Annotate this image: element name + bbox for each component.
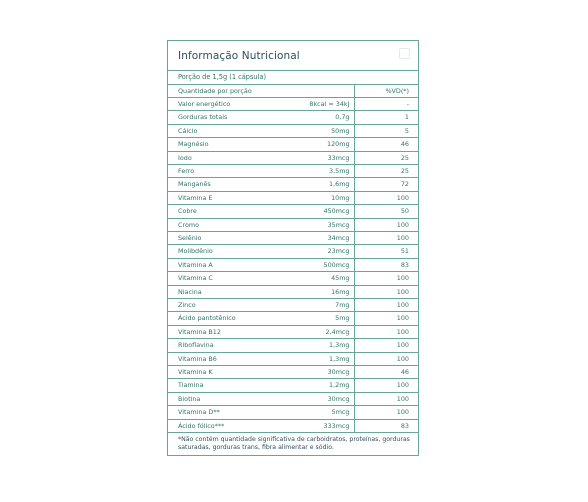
nutrition-table (168, 85, 418, 434)
nutrient-name: Cromo (168, 218, 261, 231)
table-row (168, 325, 418, 338)
nutrient-name: Vitamina E (168, 191, 261, 204)
table-row (168, 231, 418, 244)
nutrient-amount: 1,6mg (261, 178, 354, 191)
nutrient-vd: 100 (354, 285, 418, 298)
nutrient-name: Vitamina D** (168, 406, 261, 419)
nutrient-name: Zinco (168, 299, 261, 312)
nutrient-name: Riboflavina (168, 339, 261, 352)
nutrient-amount: 1,3mg (261, 352, 354, 365)
nutrient-vd: 100 (354, 392, 418, 405)
nutrient-name: Niacina (168, 285, 261, 298)
table-row (168, 272, 418, 285)
nutrient-amount: 10mg (261, 191, 354, 204)
nutrition-facts-card (167, 40, 419, 456)
nutrient-name: Vitamina K (168, 366, 261, 379)
nutrient-vd: 83 (354, 419, 418, 432)
vd-header: %VD(*) (354, 85, 418, 98)
nutrient-vd: 46 (354, 138, 418, 151)
nutrient-amount: 333mcg (261, 419, 354, 432)
nutrient-vd: 100 (354, 231, 418, 244)
nutrient-amount: 33mcg (261, 151, 354, 164)
nutrient-vd: - (354, 97, 418, 110)
nutrient-vd: 25 (354, 164, 418, 177)
nutrient-name: Vitamina B12 (168, 325, 261, 338)
nutrient-name: Cobre (168, 205, 261, 218)
nutrient-vd: 50 (354, 205, 418, 218)
nutrient-vd: 100 (354, 218, 418, 231)
nutrient-name: Ácido pantotênico (168, 312, 261, 325)
nutrient-amount: 8kcal = 34kJ (261, 97, 354, 110)
nutrient-amount: 34mcg (261, 231, 354, 244)
nutrient-amount: 30mcg (261, 366, 354, 379)
nutrient-amount: 16mg (261, 285, 354, 298)
nutrient-name: Tiamina (168, 379, 261, 392)
table-row (168, 299, 418, 312)
nutrient-amount: 3,5mg (261, 164, 354, 177)
table-row (168, 178, 418, 191)
nutrient-amount: 450mcg (261, 205, 354, 218)
nutrient-name: Molibdênio (168, 245, 261, 258)
nutrient-vd: 100 (354, 272, 418, 285)
table-row (168, 124, 418, 137)
nutrient-amount: 5mg (261, 312, 354, 325)
table-row (168, 366, 418, 379)
nutrient-amount: 5mcg (261, 406, 354, 419)
table-row (168, 352, 418, 365)
nutrient-name: Magnésio (168, 138, 261, 151)
quantity-header: Quantidade por porção (168, 85, 354, 98)
nutrient-vd: 51 (354, 245, 418, 258)
nutrient-name: Ácido fólico*** (168, 419, 261, 432)
nutrient-name: Valor energético (168, 97, 261, 110)
nutrient-amount: 45mg (261, 272, 354, 285)
table-row (168, 164, 418, 177)
table-row (168, 111, 418, 124)
nutrient-vd: 1 (354, 111, 418, 124)
table-row (168, 406, 418, 419)
nutrient-vd: 83 (354, 258, 418, 271)
table-row (168, 285, 418, 298)
nutrient-amount: 500mcg (261, 258, 354, 271)
nutrient-vd: 100 (354, 325, 418, 338)
table-row (168, 205, 418, 218)
table-row (168, 392, 418, 405)
nutrient-amount: 30mcg (261, 392, 354, 405)
nutrient-vd: 5 (354, 124, 418, 137)
nutrition-header (168, 41, 418, 71)
nutrient-amount: 120mg (261, 138, 354, 151)
table-row (168, 339, 418, 352)
nutrient-name: Gorduras totais (168, 111, 261, 124)
nutrient-name: Vitamina A (168, 258, 261, 271)
nutrient-name: Cálcio (168, 124, 261, 137)
portion-label: Porção de 1,5g (1 cápsula) (168, 71, 418, 85)
nutrient-name: Selênio (168, 231, 261, 244)
header-mark-icon (399, 48, 410, 59)
nutrient-vd: 100 (354, 191, 418, 204)
nutrient-vd: 100 (354, 312, 418, 325)
nutrient-vd: 100 (354, 352, 418, 365)
nutrient-vd: 25 (354, 151, 418, 164)
table-row (168, 258, 418, 271)
nutrient-vd: 100 (354, 339, 418, 352)
table-row (168, 419, 418, 432)
footnote: *Não contém quantidade significativa de carboidratos, proteínas, gorduras saturadas, gorduras trans, fibra alimentar e sódio. (178, 436, 410, 452)
nutrient-name: Iodo (168, 151, 261, 164)
nutrient-amount: 2,4mcg (261, 325, 354, 338)
nutrient-amount: 1,3mg (261, 339, 354, 352)
table-row (168, 312, 418, 325)
nutrient-amount: 0,7g (261, 111, 354, 124)
nutrient-amount: 7mg (261, 299, 354, 312)
table-header-row (168, 85, 418, 98)
nutrient-amount: 50mg (261, 124, 354, 137)
nutrient-name: Vitamina B6 (168, 352, 261, 365)
nutrient-amount: 23mcg (261, 245, 354, 258)
table-row (168, 379, 418, 392)
nutrient-vd: 100 (354, 379, 418, 392)
nutrient-name: Vitamina C (168, 272, 261, 285)
nutrition-title: Informação Nutricional (178, 49, 300, 62)
nutrient-vd: 100 (354, 406, 418, 419)
table-row (168, 245, 418, 258)
nutrient-amount: 1,2mg (261, 379, 354, 392)
nutrient-amount: 35mcg (261, 218, 354, 231)
table-row (168, 138, 418, 151)
table-row (168, 218, 418, 231)
nutrient-vd: 100 (354, 299, 418, 312)
nutrient-name: Manganês (168, 178, 261, 191)
nutrient-name: Biotina (168, 392, 261, 405)
table-row (168, 97, 418, 110)
nutrient-name: Ferro (168, 164, 261, 177)
table-row (168, 191, 418, 204)
nutrient-vd: 72 (354, 178, 418, 191)
table-row (168, 151, 418, 164)
nutrient-vd: 46 (354, 366, 418, 379)
